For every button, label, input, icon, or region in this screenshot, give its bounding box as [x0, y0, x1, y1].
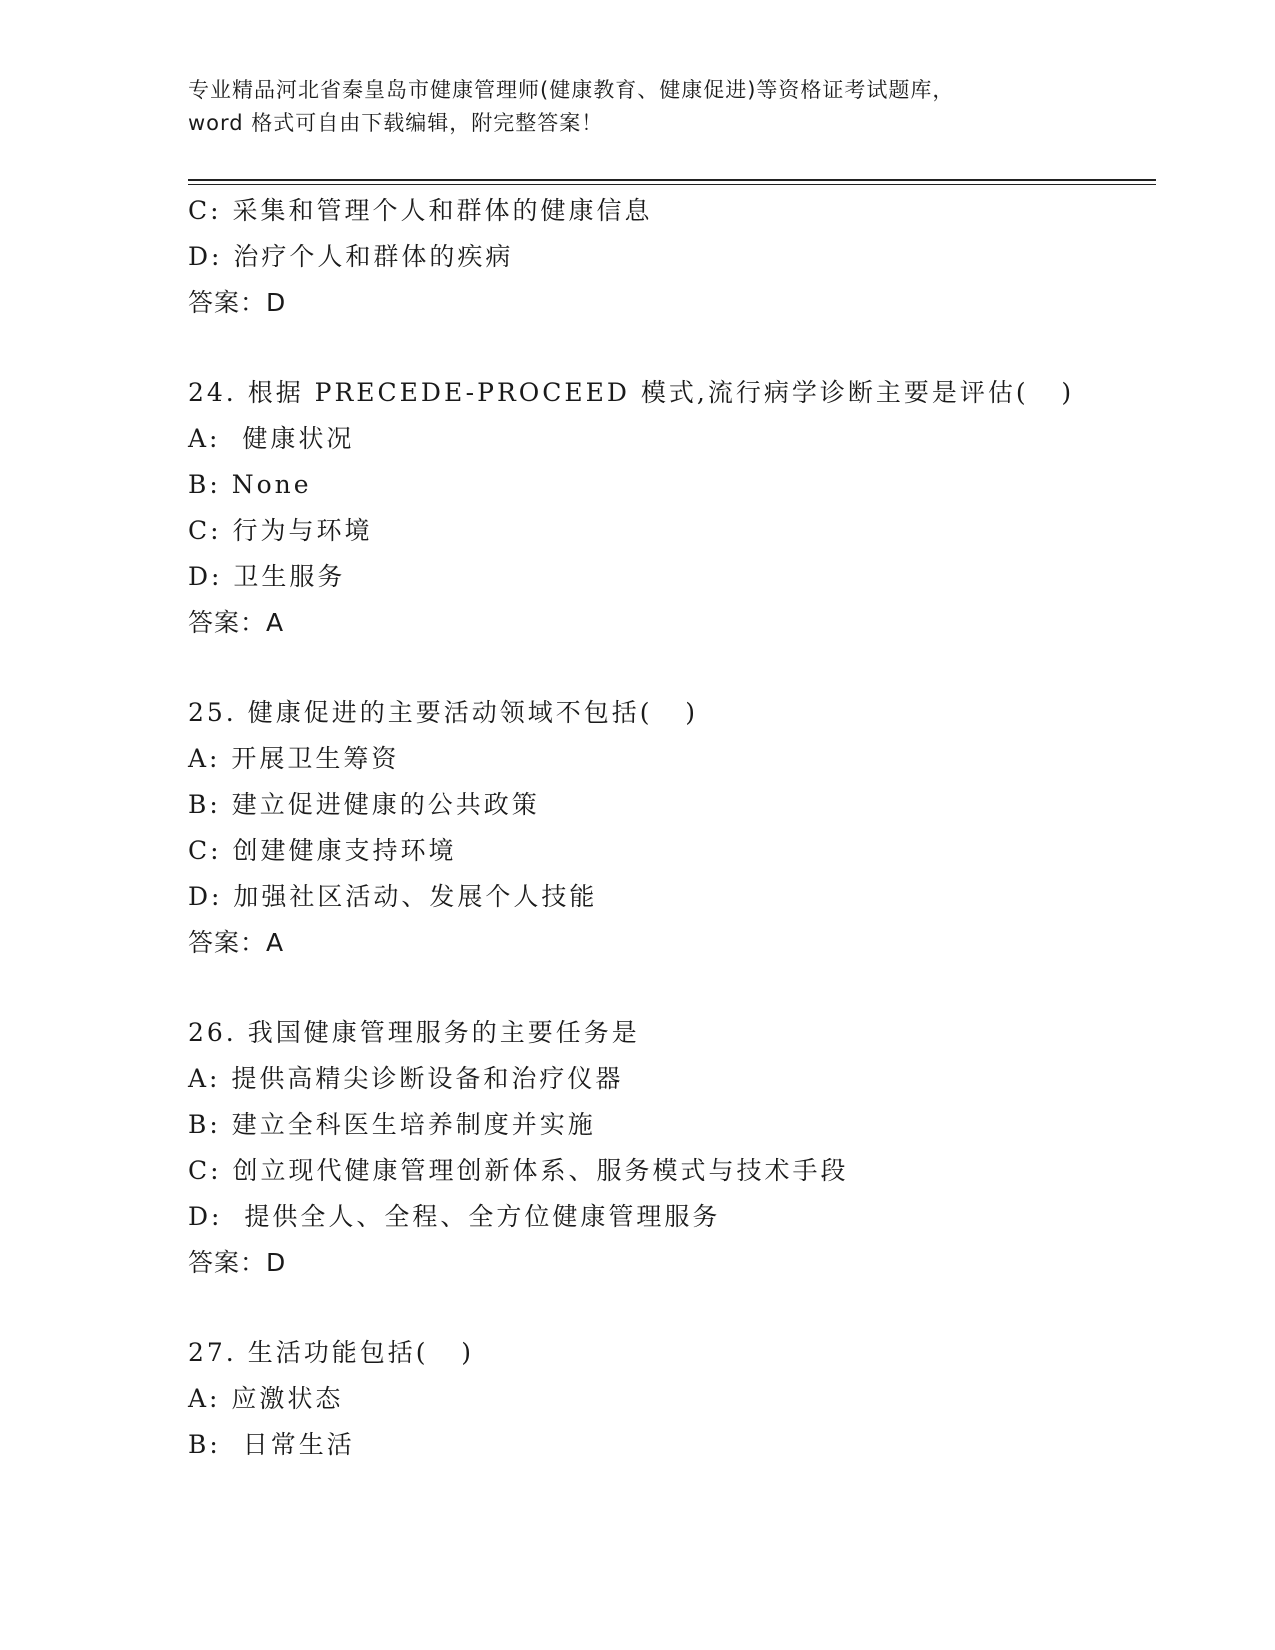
header-divider-thin — [188, 184, 1156, 185]
option-line: C: 创立现代健康管理创新体系、服务模式与技术手段 — [188, 1156, 849, 1185]
answer-line: 答案：D — [188, 288, 287, 317]
option-line: B: None — [188, 470, 312, 499]
question-block-26 — [188, 1010, 1156, 1286]
option-line: C: 行为与环境 — [188, 516, 373, 545]
option-line: C: 创建健康支持环境 — [188, 836, 457, 865]
question-stem: 27. 生活功能包括( ) — [188, 1338, 475, 1367]
option-line: D: 提供全人、全程、全方位健康管理服务 — [188, 1202, 721, 1231]
option-line: C: 采集和管理个人和群体的健康信息 — [188, 196, 653, 225]
answer-line: 答案：A — [188, 928, 285, 957]
answer-line: 答案：A — [188, 608, 285, 637]
option-line: D: 治疗个人和群体的疾病 — [188, 242, 514, 271]
option-line: A: 应激状态 — [188, 1384, 344, 1413]
option-line: A: 提供高精尖诊断设备和治疗仪器 — [188, 1064, 624, 1093]
option-line: B: 建立全科医生培养制度并实施 — [188, 1110, 596, 1139]
option-line: A: 开展卫生筹资 — [188, 744, 400, 773]
question-block-27 — [188, 1330, 1156, 1468]
question-block-25 — [188, 690, 1156, 966]
option-line: B: 日常生活 — [188, 1430, 355, 1459]
question-stem: 26. 我国健康管理服务的主要任务是 — [188, 1018, 640, 1047]
question-stem: 24. 根据 PRECEDE-PROCEED 模式,流行病学诊断主要是评估( ) — [188, 378, 1075, 407]
question-list — [188, 188, 1156, 1468]
header-divider-thick — [188, 179, 1156, 181]
option-line: B: 建立促进健康的公共政策 — [188, 790, 540, 819]
answer-line: 答案：D — [188, 1248, 287, 1277]
option-line: D: 卫生服务 — [188, 562, 346, 591]
option-line: D: 加强社区活动、发展个人技能 — [188, 882, 598, 911]
header-line-2: word 格式可自由下载编辑，附完整答案！ — [188, 111, 604, 135]
option-line: A: 健康状况 — [188, 424, 355, 453]
header-line-1: 专业精品河北省秦皇岛市健康管理师(健康教育、健康促进)等资格证考试题库， — [188, 78, 955, 102]
question-block-23 — [188, 188, 1156, 326]
question-block-24 — [188, 370, 1156, 646]
question-stem: 25. 健康促进的主要活动领域不包括( ) — [188, 698, 699, 727]
document-header — [188, 74, 1088, 140]
